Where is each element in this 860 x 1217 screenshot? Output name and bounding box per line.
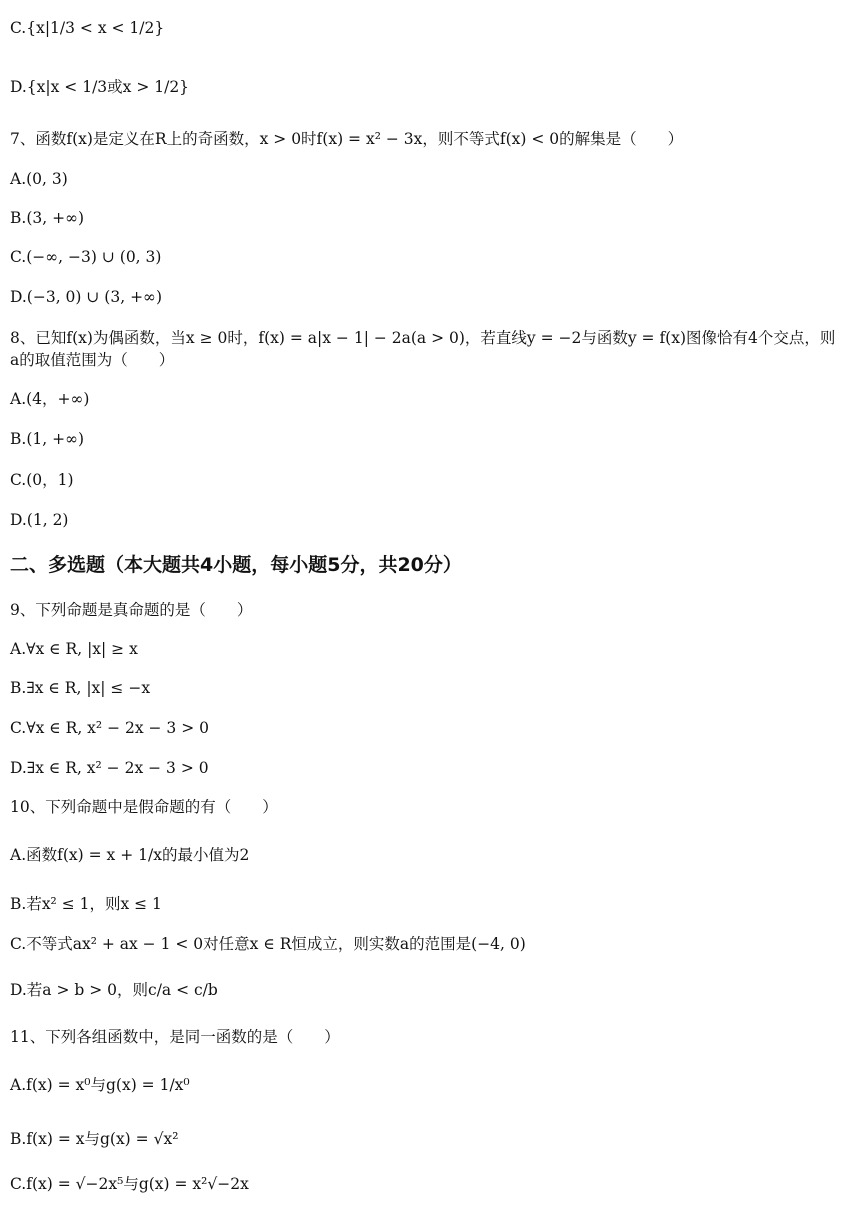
q9-option-b: B.∃x ∈ R, |x| ≤ −x xyxy=(10,679,151,697)
q10-option-b: B.若x² ≤ 1，则x ≤ 1 xyxy=(10,895,162,913)
q7-option-c: C.(−∞, −3) ∪ (0, 3) xyxy=(10,248,162,266)
q10-stem: 10、下列命题中是假命题的有（ ） xyxy=(10,798,278,816)
q11-stem: 11、下列各组函数中，是同一函数的是（ ） xyxy=(10,1028,340,1046)
q11-option-a: A.f(x) = x⁰与g(x) = 1/x⁰ xyxy=(10,1076,190,1094)
section-heading: 二、多选题（本大题共4小题，每小题5分，共20分） xyxy=(10,554,462,576)
q9-option-c: C.∀x ∈ R, x² − 2x − 3 > 0 xyxy=(10,719,209,737)
q9-option-d: D.∃x ∈ R, x² − 2x − 3 > 0 xyxy=(10,759,209,777)
q8-option-d: D.(1, 2) xyxy=(10,511,69,529)
q6-option-d: D.{x|x < 1/3或x > 1/2} xyxy=(10,78,190,96)
q10-option-a: A.函数f(x) = x + 1/x的最小值为2 xyxy=(10,846,250,864)
q8-option-a: A.(4，+∞) xyxy=(10,390,90,408)
q11-option-b: B.f(x) = x与g(x) = √x² xyxy=(10,1130,179,1148)
q8-option-c: C.(0，1) xyxy=(10,471,74,489)
q9-option-a: A.∀x ∈ R, |x| ≥ x xyxy=(10,640,138,658)
q8-option-b: B.(1, +∞) xyxy=(10,430,85,448)
q10-option-d: D.若a > b > 0，则c/a < c/b xyxy=(10,981,218,999)
q7-option-b: B.(3, +∞) xyxy=(10,209,85,227)
q8-stem: 8、已知f(x)为偶函数，当x ≥ 0时，f(x) = a|x − 1| − 2a(a > 0)，若直线y = −2与函数y = f(x)图像恰有4个交点，则a的取值范围为（ ） xyxy=(10,329,836,369)
q7-option-d: D.(−3, 0) ∪ (3, +∞) xyxy=(10,288,163,306)
q6-option-c: C.{x|1/3 < x < 1/2} xyxy=(10,19,165,37)
q7-stem: 7、函数f(x)是定义在R上的奇函数，x > 0时f(x) = x² − 3x，则不等式f(x) < 0的解集是（ ） xyxy=(10,130,684,148)
q11-option-c: C.f(x) = √−2x⁵与g(x) = x²√−2x xyxy=(10,1175,249,1193)
q7-option-a: A.(0, 3) xyxy=(10,170,68,188)
q9-stem: 9、下列命题是真命题的是（ ） xyxy=(10,601,253,619)
q10-option-c: C.不等式ax² + ax − 1 < 0对任意x ∈ R恒成立，则实数a的范围是(−4, 0) xyxy=(10,935,526,953)
